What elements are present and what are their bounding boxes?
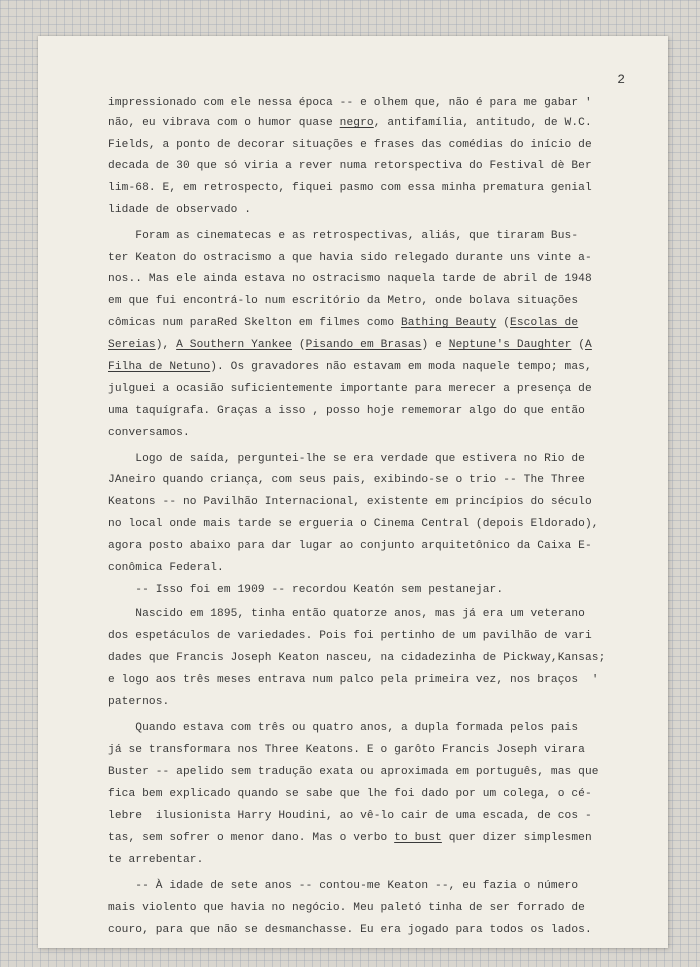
text-run: quer dizer simplesmen [441, 832, 592, 844]
text-line: couro, para que não se desmanchasse. Eu era jogado para todos os lados. [108, 924, 592, 936]
text-line: fica bem explicado quando se sabe que lhe foi dado por um colega, o cé- [108, 788, 592, 800]
text-line: em que fui encontrá-lo num escritório da Metro, onde bolava situações [108, 295, 579, 307]
underlined-title: Escolas de [510, 317, 579, 329]
text-line: -- À idade de sete anos -- contou-me Keaton --, eu fazia o número [108, 880, 579, 892]
text-run: ( [571, 339, 586, 351]
text-line: conômica Federal. [108, 562, 224, 574]
text-line: lim-68. E, em retrospecto, fiquei pasmo com essa minha prematura genial [108, 182, 592, 194]
text-line: -- Isso foi em 1909 -- recordou Keatón sem pestanejar. [108, 584, 504, 596]
text-line: Buster -- apelido sem tradução exata ou aproximada em português, mas que [108, 766, 599, 778]
text-line [108, 830, 592, 846]
text-line: dades que Francis Joseph Keaton nasceu, na cidadezinha de Pickway,Kansas; [108, 652, 606, 664]
typewritten-page [38, 36, 668, 948]
text-line: julguei a ocasião suficientemente importante para merecer a presença de [108, 383, 592, 395]
page-number: 2 [617, 72, 625, 87]
text-line: Quando estava com três ou quatro anos, a dupla formada pelos pais [108, 722, 579, 734]
text-line: Fields, a ponto de decorar situações e frases das comédias do início de [108, 139, 592, 151]
text-line: conversamos. [108, 427, 190, 439]
underlined-title: to bust [394, 832, 442, 844]
text-line [108, 315, 578, 331]
text-run: não, eu vibrava com o humor quase [108, 117, 340, 129]
underlined-title: Sereias [108, 339, 156, 351]
underlined-title: Filha de Netuno [108, 361, 211, 373]
text-run: ), [155, 339, 177, 351]
text-line [108, 359, 592, 375]
text-run: tas, sem sofrer o menor dano. Mas o verbo [108, 832, 395, 844]
text-line: JAneiro quando criança, com seus pais, exibindo-se o trio -- The Three [108, 474, 585, 486]
text-line: mais violento que havia no negócio. Meu paletó tinha de ser forrado de [108, 902, 585, 914]
text-run: , antifamília, antitudo, de W.C. [373, 117, 592, 129]
text-line: ter Keaton do ostracismo a que havia sido relegado durante uns vinte a- [108, 252, 592, 264]
text-run: cômicas num paraRed Skelton em filmes como [108, 317, 401, 329]
underlined-title: A Southern Yankee [176, 339, 292, 351]
underlined-title: negro [339, 117, 374, 129]
text-line: lidade de observado . [108, 204, 252, 216]
text-line [108, 115, 592, 131]
text-line: uma taquígrafa. Graças a isso , posso hoje rememorar algo do que então [108, 405, 585, 417]
text-line: impressionado com ele nessa época -- e olhem que, não é para me gabar ' [108, 97, 592, 109]
text-line: decada de 30 que só viria a rever numa retorspectiva do Festival dè Ber [108, 160, 592, 172]
text-run: ( [292, 339, 306, 351]
text-line: te arrebentar. [108, 854, 204, 866]
text-run: ) e [421, 339, 449, 351]
text-line: Foram as cinematecas e as retrospectivas, aliás, que tiraram Bus- [108, 230, 579, 242]
text-line: no local onde mais tarde se ergueria o Cinema Central (depois Eldorado), [108, 518, 599, 530]
text-line: dos espetáculos de variedades. Pois foi pertinho de um pavilhão de vari [108, 630, 592, 642]
text-line: nos.. Mas ele ainda estava no ostracismo naquela tarde de abril de 1948 [108, 273, 592, 285]
text-line: lebre ilusionista Harry Houdini, ao vê-lo cair de uma escada, de cos - [108, 810, 592, 822]
text-line: e logo aos três meses entrava num palco pela primeira vez, nos braços ' [108, 674, 599, 686]
underlined-title: Neptune's Daughter [448, 339, 572, 351]
text-run: ). Os gravadores não estavam em moda naquele tempo; mas, [210, 361, 592, 373]
underlined-title: A [585, 339, 592, 351]
text-line [108, 337, 592, 353]
text-line: Logo de saída, perguntei-lhe se era verdade que estivera no Rio de [108, 453, 585, 465]
text-line: paternos. [108, 696, 170, 708]
text-run: ( [496, 317, 511, 329]
text-line: Nascido em 1895, tinha então quatorze anos, mas já era um veterano [108, 608, 585, 620]
underlined-title: Pisando em Brasas [305, 339, 422, 351]
text-line: já se transformara nos Three Keatons. E o garôto Francis Joseph virara [108, 744, 585, 756]
underlined-title: Bathing Beauty [400, 317, 497, 329]
text-line: agora posto abaixo para dar lugar ao conjunto arquitetônico da Caixa E- [108, 540, 592, 552]
text-line: Keatons -- no Pavilhão Internacional, existente em princípios do século [108, 496, 592, 508]
